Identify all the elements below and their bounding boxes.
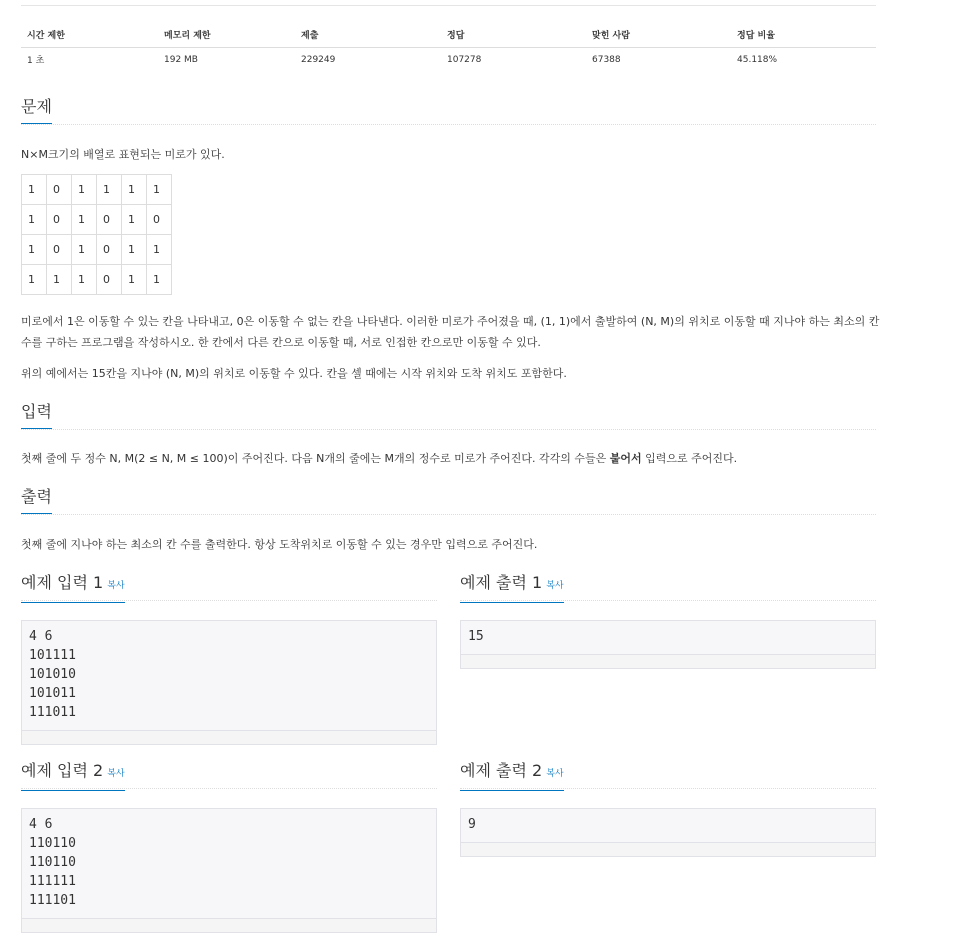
sample-output-2-title: 예제 출력 2 xyxy=(460,761,543,780)
maze-cell: 1 xyxy=(47,265,72,295)
sample-input-1-header xyxy=(21,572,437,601)
maze-row xyxy=(22,205,172,235)
sample-output-1-box xyxy=(460,620,876,669)
maze-cell: 1 xyxy=(147,265,172,295)
maze-row xyxy=(22,235,172,265)
maze-cell: 0 xyxy=(147,205,172,235)
sample-input-1-scrollbar[interactable] xyxy=(22,730,436,744)
maze-cell: 1 xyxy=(122,235,147,265)
sample-input-2-header xyxy=(21,760,437,789)
problem-example-note: 위의 예에서는 15칸을 지나야 (N, M)의 위치로 이동할 수 있다. 칸을 셀 때에는 시작 위치와 도착 위치도 포함한다. xyxy=(21,367,567,380)
maze-cell: 1 xyxy=(72,265,97,295)
output-description: 첫째 줄에 지나야 하는 최소의 칸 수를 출력한다. 항상 도착위치로 이동할 수 있는 경우만 입력으로 주어진다. xyxy=(21,538,538,551)
input-section-header xyxy=(21,401,876,430)
maze-cell: 0 xyxy=(47,235,72,265)
sample-input-2-title: 예제 입력 2 xyxy=(21,761,104,780)
value-accept-ratio: 45.118% xyxy=(737,54,778,65)
maze-cell: 1 xyxy=(97,175,122,205)
maze-cell: 1 xyxy=(72,205,97,235)
header-accept-ratio: 정답 비율 xyxy=(731,22,876,47)
problem-info-table xyxy=(21,22,876,72)
header-memory-limit: 메모리 제한 xyxy=(158,22,295,47)
maze-cell: 0 xyxy=(97,205,122,235)
maze-cell: 1 xyxy=(22,175,47,205)
sample-output-1-title: 예제 출력 1 xyxy=(460,573,543,592)
problem-description: 미로에서 1은 이동할 수 있는 칸을 나타내고, 0은 이동할 수 없는 칸을 나타낸다. 이러한 미로가 주어졌을 때, (1, 1)에서 출발하여 (N, M)의 위치로 이동할 때 지나야 하는 최소의 칸 수를 구하는 프로그램을 작성하시오. 한 칸에서 다른 칸으로 이동할 때, 서로 인접한 칸으로만 이동할 수 있다. xyxy=(21,315,880,349)
problem-section-header xyxy=(21,96,876,125)
value-memory-limit: 192 MB xyxy=(164,54,198,65)
maze-cell: 0 xyxy=(97,235,122,265)
sample-input-1-box xyxy=(21,620,437,745)
maze-cell: 1 xyxy=(22,205,47,235)
value-solvers: 67388 xyxy=(592,54,621,65)
sample-input-1-title: 예제 입력 1 xyxy=(21,573,104,592)
input-text-bold: 붙어서 xyxy=(609,452,642,465)
sample-output-1-code[interactable]: 15 xyxy=(468,629,484,644)
top-divider xyxy=(21,5,876,6)
copy-sample-output-1-button[interactable]: 복사 xyxy=(546,581,564,591)
input-text-after: 입력으로 주어진다. xyxy=(641,452,738,465)
maze-cell: 1 xyxy=(122,175,147,205)
maze-cell: 1 xyxy=(122,205,147,235)
sample-output-1-header xyxy=(460,572,876,601)
info-header-row xyxy=(21,22,876,47)
header-time-limit: 시간 제한 xyxy=(21,22,158,47)
sample-input-2-title-wrap xyxy=(21,760,125,791)
sample-output-1-title-wrap xyxy=(460,572,564,603)
output-section-header xyxy=(21,486,876,515)
maze-cell: 0 xyxy=(47,175,72,205)
value-submissions: 229249 xyxy=(301,54,336,65)
sample-input-1-title-wrap xyxy=(21,572,125,603)
sample-input-2-scrollbar[interactable] xyxy=(22,918,436,932)
header-solvers: 맞힌 사람 xyxy=(586,22,731,47)
maze-cell: 1 xyxy=(122,265,147,295)
maze-cell: 1 xyxy=(72,235,97,265)
maze-table xyxy=(21,174,172,295)
maze-row xyxy=(22,265,172,295)
problem-title: 문제 xyxy=(21,96,52,124)
sample-output-2-scrollbar[interactable] xyxy=(461,842,875,856)
maze-cell: 1 xyxy=(147,175,172,205)
output-title: 출력 xyxy=(21,486,52,514)
maze-cell: 1 xyxy=(22,235,47,265)
maze-row xyxy=(22,175,172,205)
maze-cell: 1 xyxy=(22,265,47,295)
maze-cell: 1 xyxy=(72,175,97,205)
sample-input-2-box xyxy=(21,808,437,933)
sample-input-1-code[interactable]: 4 6 101111 101010 101011 111011 xyxy=(29,629,76,720)
header-accepted: 정답 xyxy=(441,22,586,47)
copy-sample-input-2-button[interactable]: 복사 xyxy=(107,769,125,779)
maze-cell: 1 xyxy=(147,235,172,265)
copy-sample-output-2-button[interactable]: 복사 xyxy=(546,769,564,779)
input-description xyxy=(21,448,881,469)
value-time-limit: 1 초 xyxy=(27,56,45,67)
input-text-before: 첫째 줄에 두 정수 N, M(2 ≤ N, M ≤ 100)이 주어진다. 다음 N개의 줄에는 M개의 정수로 미로가 주어진다. 각각의 수들은 xyxy=(21,452,610,465)
maze-cell: 0 xyxy=(97,265,122,295)
copy-sample-input-1-button[interactable]: 복사 xyxy=(107,581,125,591)
value-accepted: 107278 xyxy=(447,54,482,65)
sample-output-2-code[interactable]: 9 xyxy=(468,817,476,832)
header-submissions: 제출 xyxy=(295,22,441,47)
problem-intro: N×M크기의 배열로 표현되는 미로가 있다. xyxy=(21,148,225,161)
sample-output-2-title-wrap xyxy=(460,760,564,791)
sample-input-2-code[interactable]: 4 6 110110 110110 111111 111101 xyxy=(29,817,76,908)
sample-output-2-header xyxy=(460,760,876,789)
info-value-row xyxy=(21,47,876,72)
maze-cell: 0 xyxy=(47,205,72,235)
sample-output-2-box xyxy=(460,808,876,857)
sample-output-1-scrollbar[interactable] xyxy=(461,654,875,668)
input-title: 입력 xyxy=(21,401,52,429)
